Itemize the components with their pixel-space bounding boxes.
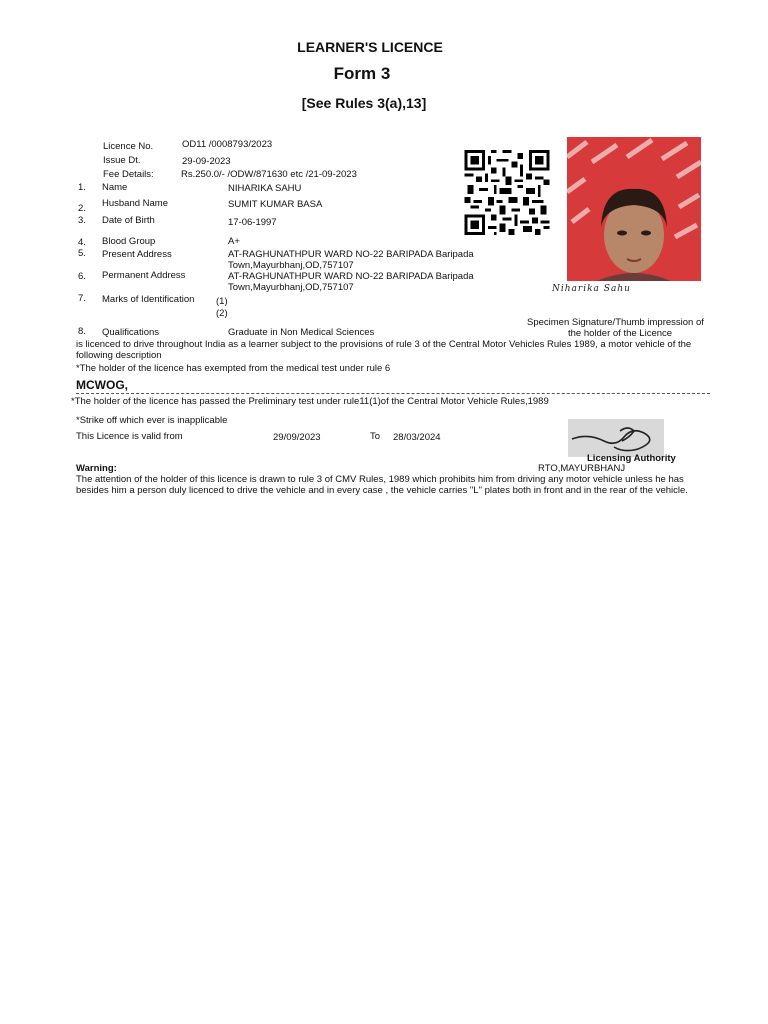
preliminary-test-note: *The holder of the licence has passed the Preliminary test under rule11(1)of the Central Motor Vehicle Rules,1989: [71, 396, 549, 407]
dob-value: 17-06-1997: [228, 217, 277, 228]
form-number: Form 3: [333, 64, 391, 83]
licence-no-value: OD11 /0008793/2023: [182, 139, 273, 150]
name-label: Name: [102, 182, 128, 193]
qr-code: [462, 150, 552, 235]
valid-to-label: To: [370, 431, 381, 442]
permanent-address-label: Permanent Address: [102, 270, 186, 281]
name-value: NIHARIKA SAHU: [228, 183, 302, 194]
validity-label: This Licence is valid from: [76, 431, 183, 442]
field-number: 2.: [78, 203, 86, 214]
specimen-caption-2: the holder of the Licence: [568, 328, 673, 339]
licence-statement: is licenced to drive throughout India as a learner subject to the provisions of rule 3 of the Central Motor Vehicles Rules 1989, a motor vehicle of the following description: [76, 339, 692, 361]
permanent-address-line2: Town,Mayurbhanj,OD,757107: [228, 282, 354, 293]
husband-name-value: SUMIT KUMAR BASA: [228, 199, 323, 210]
licence-no-label: Licence No.: [103, 141, 154, 152]
rules-reference: [See Rules 3(a),13]: [301, 95, 427, 111]
permanent-address-line1: AT-RAGHUNATHPUR WARD NO-22 BARIPADA Baripada: [228, 271, 474, 282]
specimen-caption-1: Specimen Signature/Thumb impression of: [527, 317, 704, 328]
field-number: 3.: [78, 215, 86, 226]
holder-photo: [567, 137, 701, 281]
qualifications-value: Graduate in Non Medical Sciences: [228, 327, 375, 338]
field-number: 5.: [78, 248, 86, 259]
blood-group-label: Blood Group: [102, 236, 156, 247]
field-number: 7.: [78, 293, 86, 304]
issue-date-value: 29-09-2023: [182, 156, 231, 167]
present-address-line2: Town,Mayurbhanj,OD,757107: [228, 260, 354, 271]
qualifications-label: Qualifications: [102, 327, 160, 338]
rto-office: RTO,MAYURBHANJ: [538, 463, 626, 474]
warning-text: The attention of the holder of this licence is drawn to rule 3 of CMV Rules, 1989 which prohibits him from driving any motor vehicle unless he has besides him a person duly licenced to drive the vehicle and in every case , the vehicle carries "L" plates both in front and in the rear of the vehicle.: [76, 474, 688, 496]
fee-details-value: Rs.250.0/- /ODW/871630 etc /21-09-2023: [181, 169, 357, 180]
issue-date-label: Issue Dt.: [103, 155, 141, 166]
document-title: LEARNER'S LICENCE: [297, 39, 443, 55]
vehicle-class: MCWOG,: [76, 378, 128, 392]
strike-off-note: *Strike off which ever is inapplicable: [76, 415, 228, 426]
mark-2: (2): [216, 308, 228, 319]
dob-label: Date of Birth: [102, 215, 155, 226]
medical-exemption-note: *The holder of the licence has exempted from the medical test under rule 6: [76, 363, 391, 374]
present-address-label: Present Address: [102, 249, 172, 260]
valid-to: 28/03/2024: [393, 432, 441, 443]
licensing-authority: Licensing Authority: [587, 453, 676, 464]
present-address-line1: AT-RAGHUNATHPUR WARD NO-22 BARIPADA Baripada: [228, 249, 474, 260]
marks-label: Marks of Identification: [102, 294, 195, 305]
field-number: 8.: [78, 326, 86, 337]
authority-signature: [568, 419, 664, 457]
valid-from: 29/09/2023: [273, 432, 321, 443]
holder-signature: Niharika Sahu: [552, 284, 631, 294]
field-number: 4.: [78, 237, 86, 248]
husband-name-label: Husband Name: [102, 198, 169, 209]
field-number: 6.: [78, 271, 86, 282]
fee-details-label: Fee Details:: [103, 169, 154, 180]
field-number: 1.: [78, 182, 86, 193]
mark-1: (1): [216, 296, 228, 307]
warning-label: Warning:: [76, 463, 117, 474]
divider: [76, 393, 710, 394]
blood-group-value: A+: [228, 236, 240, 247]
